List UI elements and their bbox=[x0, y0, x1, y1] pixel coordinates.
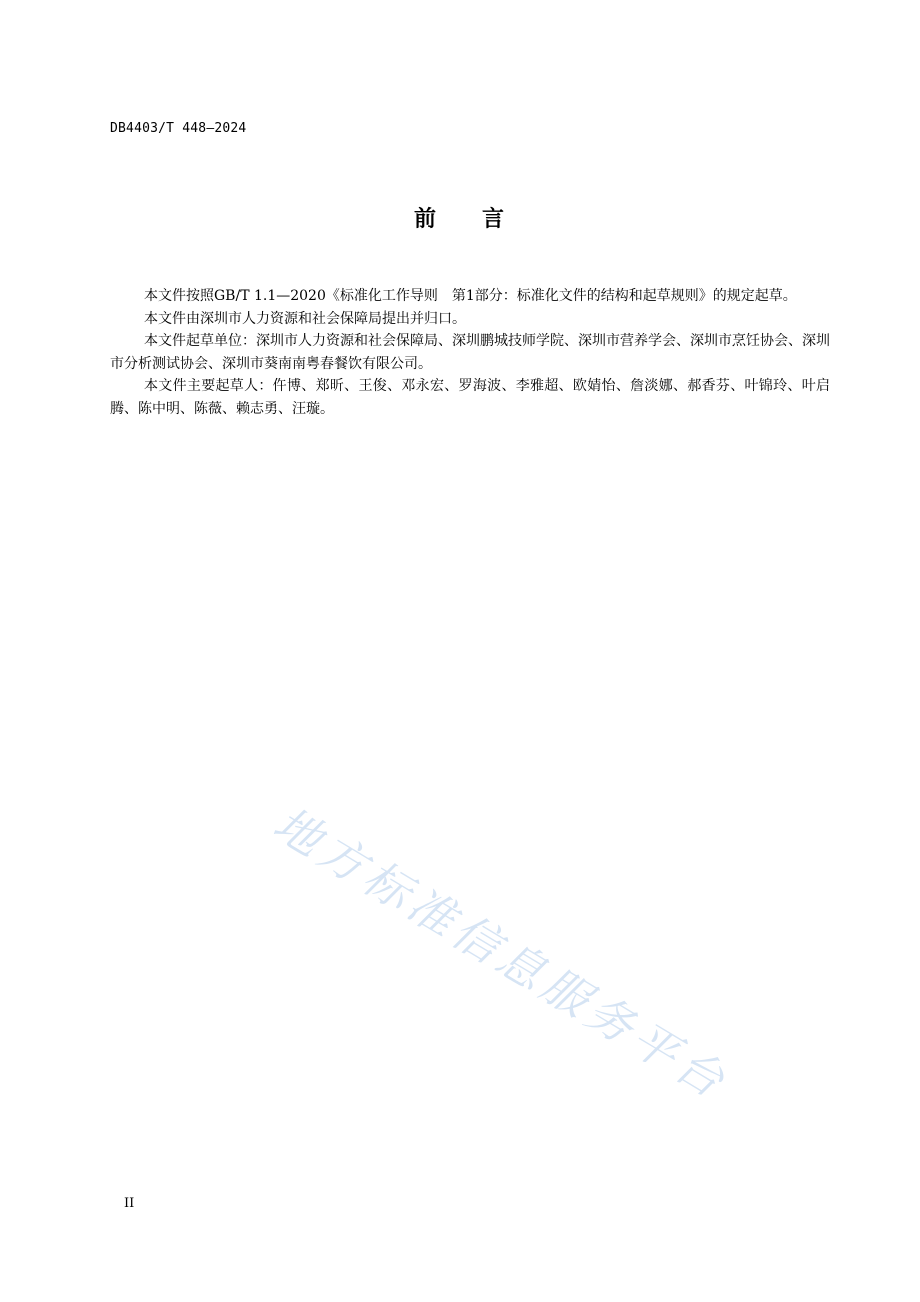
preface-paragraph-drafting-rules: 本文件按照GB/T 1.1—2020《标准化工作导则 第1部分：标准化文件的结构和起草规则》的规定起草。 bbox=[144, 288, 797, 304]
preface-paragraph-drafters: 本文件主要起草人：仵博、郑昕、王俊、邓永宏、罗海波、李雅超、欧婧怡、詹淡娜、郝香芬、叶锦玲、叶启腾、陈中明、陈薇、赖志勇、汪璇。 bbox=[110, 378, 830, 417]
preface-paragraph-proposer: 本文件由深圳市人力资源和社会保障局提出并归口。 bbox=[144, 310, 466, 327]
page-number: II bbox=[124, 1196, 135, 1211]
watermark-text: 地方标准信息服务平台 bbox=[264, 796, 739, 1111]
preface-title-char-2: 言 bbox=[482, 207, 507, 232]
document-code: DB4403/T 448—2024 bbox=[110, 121, 247, 136]
preface-body bbox=[110, 285, 830, 420]
preface-title-char-1: 前 bbox=[413, 207, 438, 232]
preface-title bbox=[0, 202, 920, 233]
preface-paragraph-drafting-units: 本文件起草单位：深圳市人力资源和社会保障局、深圳鹏城技师学院、深圳市营养学会、深圳市烹饪协会、深圳市分析测试协会、深圳市葵南南粤春餐饮有限公司。 bbox=[110, 333, 830, 372]
